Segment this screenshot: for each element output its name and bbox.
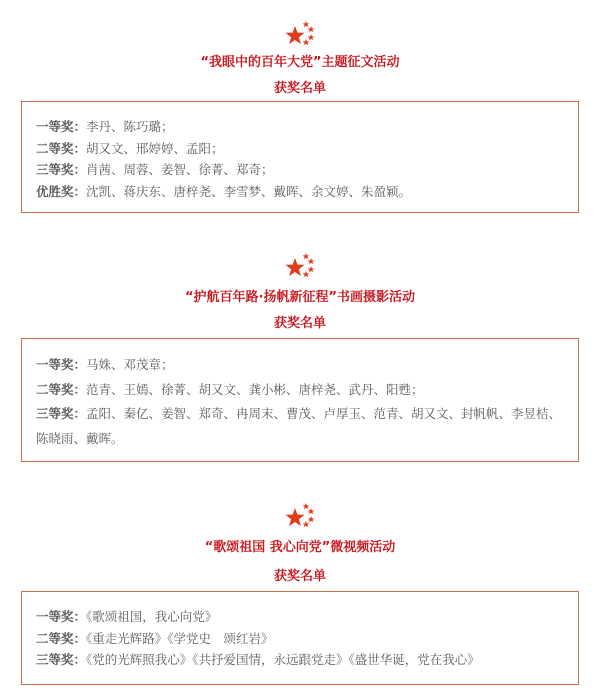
award-row	[36, 628, 564, 650]
award-level: 三等奖：	[36, 652, 87, 667]
award-names: 胡又文、邢婷婷、孟阳；	[86, 140, 224, 156]
award-level: 三等奖：	[36, 162, 87, 177]
award-level: 二等奖：	[36, 140, 87, 156]
award-list-box	[21, 101, 579, 213]
award-names: 孟阳、秦亿、姜智、郑奇、冉周末、曹茂、卢厚玉、范青、胡又文、封帆帆、李昱桔、陈晓雨、戴晖。	[36, 406, 562, 446]
section-title: “我眼中的百年大党”主题征文活动	[200, 55, 400, 70]
section-title: “护航百年路·扬帆新征程”书画摄影活动	[184, 290, 416, 305]
award-row	[36, 649, 564, 671]
award-row	[36, 378, 564, 403]
section-subtitle: 获奖名单	[273, 316, 326, 331]
five-stars-icon	[285, 502, 315, 528]
award-names: 李丹、陈巧璐；	[86, 119, 174, 134]
award-row	[36, 181, 564, 203]
award-names: 《歌颂祖国，我心向党》	[86, 609, 218, 624]
section-subtitle: 获奖名单	[273, 81, 326, 96]
five-stars-icon	[285, 252, 315, 278]
award-level: 二等奖：	[36, 630, 87, 646]
award-level: 一等奖：	[36, 609, 87, 624]
award-row	[36, 159, 564, 181]
five-stars-icon	[285, 20, 315, 46]
award-row	[36, 402, 564, 451]
award-names: 范青、王嫣、徐菁、胡又文、龚小彬、唐梓尧、武丹、阳甦；	[86, 381, 424, 397]
award-row	[36, 606, 564, 628]
section-subtitle: 获奖名单	[273, 569, 326, 584]
award-names: 沈凯、蒋庆东、唐梓尧、李雪梦、戴晖、余文婷、朱盈颖。	[86, 183, 412, 199]
award-names: 《党的光辉照我心》《共抒爱国情，永远跟党走》《盛世华诞，党在我心》	[86, 652, 480, 667]
award-row	[36, 353, 564, 378]
section-title: “歌颂祖国 我心向党”微视频活动	[204, 540, 396, 555]
award-list-box	[21, 591, 579, 685]
award-names: 马姝、邓茂章；	[86, 357, 174, 372]
award-level: 一等奖：	[36, 357, 87, 372]
award-names: 《重走光辉路》《学党史 颂红岩》	[86, 630, 274, 646]
award-level: 一等奖：	[36, 119, 87, 134]
award-level: 三等奖：	[36, 406, 87, 421]
award-list-box	[21, 338, 579, 462]
award-row	[36, 116, 564, 138]
award-level: 二等奖：	[36, 381, 87, 397]
award-names: 肖茜、周蓉、姜智、徐菁、郑奇；	[86, 162, 274, 177]
award-row	[36, 138, 564, 160]
award-level: 优胜奖：	[36, 183, 87, 199]
